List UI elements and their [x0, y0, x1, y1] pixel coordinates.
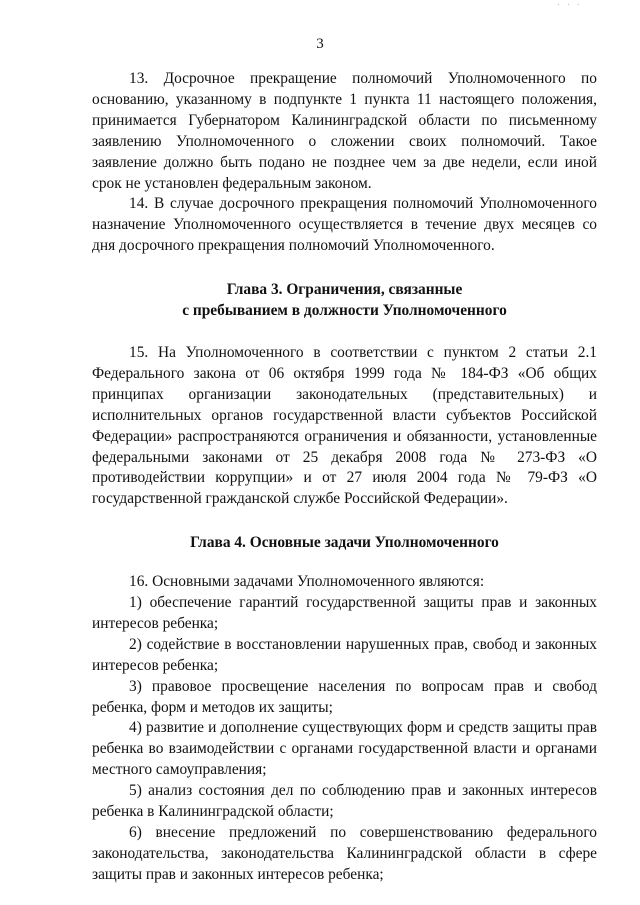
chapter-3-heading — [92, 280, 597, 322]
chapter-3-title-line-1: Глава 3. Ограничения, связанные — [226, 281, 463, 299]
corner-mark: · · · — [557, 0, 582, 11]
page-number: 3 — [316, 36, 324, 52]
chapter-3-title-line-2: с пребыванием в должности Уполномоченного — [182, 302, 507, 320]
paragraph-16-intro: 16. Основными задачами Уполномоченного являются: — [129, 573, 485, 591]
document-body — [92, 69, 597, 886]
paragraph-13: 13. Досрочное прекращение полномочий Уполномоченного по основанию, указанному в подпункте 1 пункта 11 настоящего положения, принимается Губернатором Калининградской области по письменному заявлению Уполномоченного о сложении своих полномочий. Такое заявление должно быть подано не позднее чем за две недели, если иной срок не установлен федеральным законом. — [92, 70, 597, 192]
paragraph-14: 14. В случае досрочного прекращения полномочий Уполномоченного назначение Уполномоченного осуществляется в течение двух месяцев со дня досрочного прекращения полномочий Уполномоченного. — [92, 195, 597, 255]
chapter-4-heading: Глава 4. Основные задачи Уполномоченного — [190, 534, 499, 552]
paragraph-15: 15. На Уполномоченного в соответствии с пунктом 2 статьи 2.1 Федерального закона от 06 октября 1999 года № 184-ФЗ «Об общих принципах организации законодательных (представительных) и исполнительных органов государственной власти субъектов Российской Федерации» распространяются ограничения и обязанности, установленные федеральными законами от 25 декабря 2008 года № 273-ФЗ «О противодействии коррупции» и от 27 июля 2004 года № 79-ФЗ «О государственной гражданской службе Российской Федерации». — [92, 343, 597, 508]
list-item-2: 2) содействие в восстановлении нарушенных прав, свобод и законных интересов ребенка; — [92, 635, 597, 674]
list-item-3: 3) правовое просвещение населения по вопросам прав и свобод ребенка, форм и методов их защиты; — [92, 677, 597, 716]
list-item-4: 4) развитие и дополнение существующих форм и средств защиты прав ребенка во взаимодействии с органами государственной власти и органами местного самоуправления; — [92, 719, 597, 779]
list-item-5: 5) анализ состояния дел по соблюдению прав и законных интересов ребенка в Калининградской области; — [92, 782, 597, 821]
list-item-6: 6) внесение предложений по совершенствованию федерального законодательства, законодательства Калининградской области в сфере защиты прав и законных интересов ребенка; — [92, 824, 597, 883]
list-item-1: 1) обеспечение гарантий государственной защиты прав и законных интересов ребенка; — [92, 594, 597, 632]
